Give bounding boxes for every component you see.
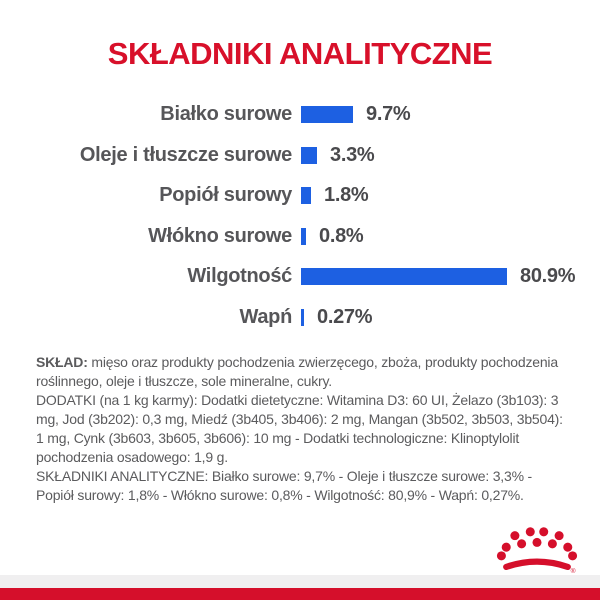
composition-text: mięso oraz produkty pochodzenia zwierzęcego, zboża, produkty pochodzenia roślinnego, oleje i tłuszcze, sole mineralne, cukry. <box>36 353 558 389</box>
chart-row <box>0 297 600 338</box>
chart-value-label: 1.8% <box>324 184 369 207</box>
chart-value-label: 0.8% <box>319 224 364 247</box>
chart-category-label: Popiół surowy <box>159 184 292 207</box>
footer-red-bar <box>0 588 600 600</box>
chart-value-label: 80.9% <box>520 265 576 288</box>
chart-row <box>0 257 600 298</box>
legal-text-block <box>36 353 570 505</box>
bar <box>301 106 353 123</box>
registered-trademark-symbol: ® <box>570 568 576 576</box>
additives-paragraph: DODATKI (na 1 kg karmy): Dodatki dietetyczne: Witamina D3: 60 UI, Żelazo (3b103): 3 mg, Jod (3b202): 0,3 mg, Miedź (3b405, 3b406): 2 mg, Mangan (3b502, 3b503, 3b504): 1 mg, Cynk (3b603, 3b605, 3b606): 10 mg - Dodatki technologiczne: Klinoptylolit pochodzenia osadowego: 1,9 g. <box>36 391 563 465</box>
chart-row <box>0 135 600 176</box>
chart-value-label: 0.27% <box>317 305 373 328</box>
page-title: SKŁADNIKI ANALITYCZNE <box>107 36 493 71</box>
chart-category-label: Oleje i tłuszcze surowe <box>79 143 292 166</box>
chart-row <box>0 95 600 136</box>
crown-swoosh <box>506 562 568 567</box>
bar <box>301 187 311 204</box>
analytical-constituents-paragraph: SKŁADNIKI ANALITYCZNE: Białko surowe: 9,7% - Oleje i tłuszcze surowe: 3,3% - Popiół surowy: 1,8% - Włókno surowe: 0,8% - Wilgotność: 80,9% - Wapń: 0,27%. <box>36 467 532 503</box>
chart-category-label: Włókno surowe <box>148 224 292 247</box>
bar <box>301 268 507 285</box>
chart-value-label: 3.3% <box>330 143 375 166</box>
chart-row <box>0 216 600 257</box>
chart-value-label: 9.7% <box>366 103 411 126</box>
composition-paragraph <box>36 353 570 391</box>
bar <box>301 228 306 245</box>
chart-category-label: Wapń <box>239 305 292 328</box>
pre-footer-strip <box>0 575 600 588</box>
bar-chart <box>0 95 600 338</box>
chart-row <box>0 176 600 217</box>
bar <box>301 147 317 164</box>
bar <box>301 309 304 326</box>
composition-label: SKŁAD: <box>36 353 88 370</box>
chart-category-label: Białko surowe <box>160 103 292 126</box>
royal-canin-crown-logo-icon <box>496 527 578 577</box>
chart-category-label: Wilgotność <box>187 265 292 288</box>
